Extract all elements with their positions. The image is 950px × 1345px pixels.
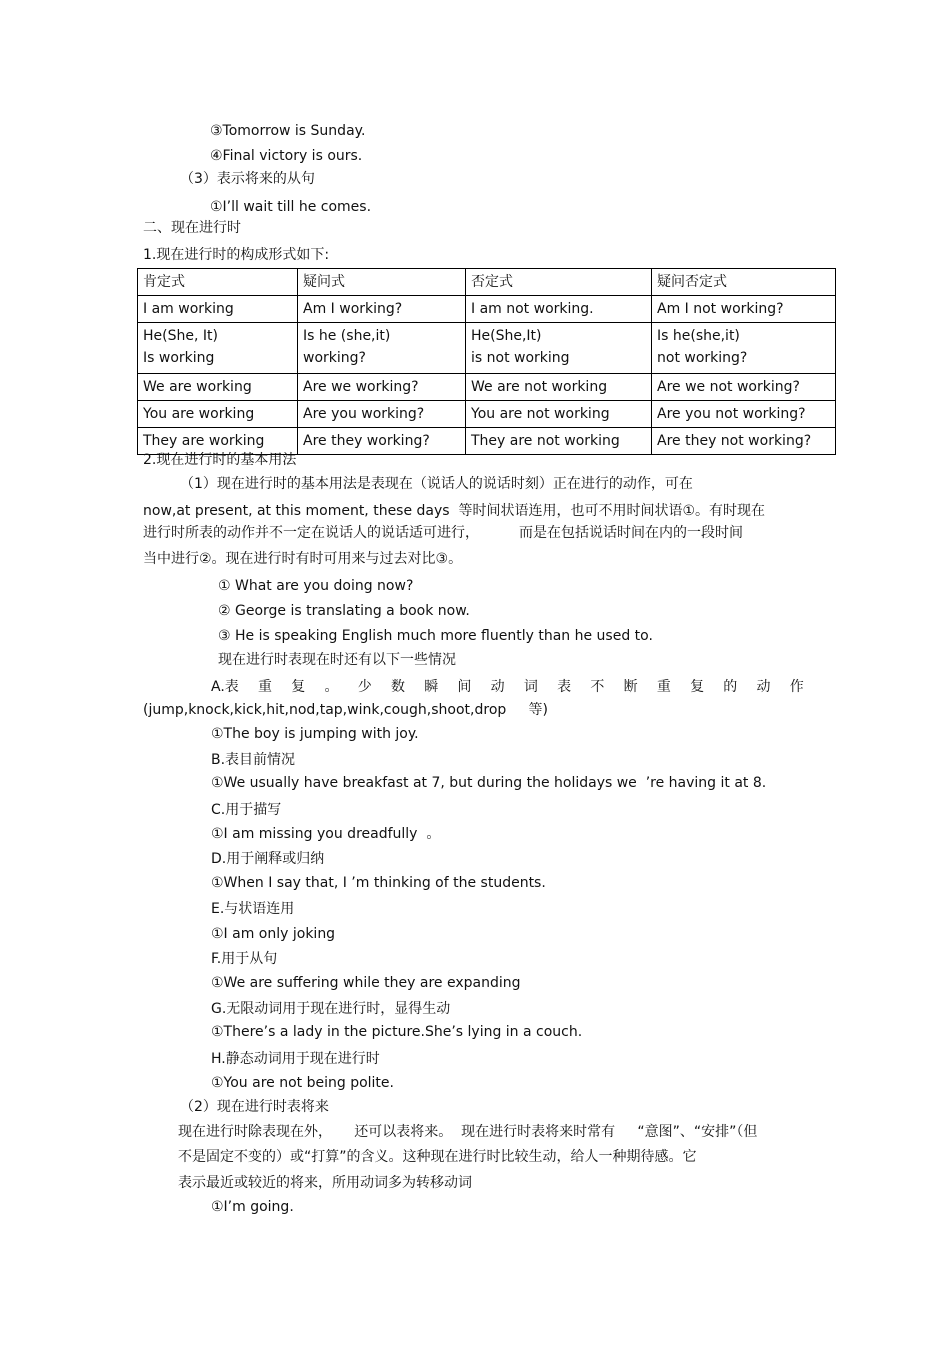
- case-a-char: 不: [590, 679, 605, 695]
- table-cell: Is he (she,it) working?: [298, 323, 466, 374]
- example: ① What are you doing now?: [218, 578, 414, 594]
- example: ③ He is speaking English much more fluently than he used to.: [218, 628, 653, 644]
- example: ①There’s a lady in the picture.She’s lying in a couch.: [211, 1024, 583, 1040]
- table-header-cell: 肯定式: [138, 269, 298, 296]
- case-a-char: 复: [690, 679, 705, 695]
- subheading: （3）表示将来的从句: [180, 171, 315, 187]
- case-a-char: 数: [390, 679, 405, 695]
- section-title: 二、现在进行时: [143, 220, 241, 236]
- case-a-heading: [211, 678, 804, 696]
- case-a-char: 词: [523, 679, 538, 695]
- case-heading: C.用于描写: [211, 802, 282, 818]
- case-a-char: 动: [756, 679, 771, 695]
- list-item: ①I’ll wait till he comes.: [210, 199, 372, 215]
- table-cell: Are you not working?: [652, 401, 836, 428]
- table-cell: Are we not working?: [652, 374, 836, 401]
- subheading: （2）现在进行时表将来: [180, 1099, 329, 1115]
- table-cell: You are working: [138, 401, 298, 428]
- case-a-char: 表: [557, 679, 572, 695]
- table-cell: He(She, It) Is working: [138, 323, 298, 374]
- example: ①We usually have breakfast at 7, but during the holidays we ’re having it at 8.: [211, 775, 767, 791]
- table-cell: Are they not working?: [652, 428, 836, 455]
- case-a-char: 断: [623, 679, 638, 695]
- paragraph-line: (jump,knock,kick,hit,nod,tap,wink,cough,shoot,drop 等): [143, 702, 548, 718]
- case-a-char: 重: [258, 679, 273, 695]
- example: ①When I say that, I ’m thinking of the students.: [211, 875, 546, 891]
- case-a-char: 少: [357, 679, 372, 695]
- table-cell: I am working: [138, 296, 298, 323]
- case-heading: G.无限动词用于现在进行时，显得生动: [211, 1001, 451, 1017]
- table-row: [138, 323, 836, 374]
- example: ①The boy is jumping with joy.: [211, 726, 419, 742]
- table-row: [138, 296, 836, 323]
- subheading: 现在进行时表现在时还有以下一些情况: [218, 652, 456, 668]
- table-cell: We are working: [138, 374, 298, 401]
- case-heading: B.表目前情况: [211, 752, 296, 768]
- paragraph-line: （1）现在进行时的基本用法是表现在（说话人的说话时刻）正在进行的动作，可在: [180, 476, 693, 492]
- case-a-char: 动: [490, 679, 505, 695]
- example: ①You are not being polite.: [211, 1075, 394, 1091]
- case-a-char: 瞬: [424, 679, 439, 695]
- paragraph-line: 表示最近或较近的将来，所用动词多为转移动词: [178, 1175, 472, 1191]
- paragraph-line: 现在进行时除表现在外， 还可以表将来。 现在进行时表将来时常有 “意图”、“安排”（但: [178, 1124, 758, 1140]
- case-a-char: 重: [656, 679, 671, 695]
- table-cell: They are not working: [466, 428, 652, 455]
- paragraph-line: 当中进行②。现在进行时有时可用来与过去对比③。: [143, 551, 463, 567]
- table-cell: Am I not working?: [652, 296, 836, 323]
- table-header-cell: 疑问否定式: [652, 269, 836, 296]
- table-cell: We are not working: [466, 374, 652, 401]
- table-cell: Are we working?: [298, 374, 466, 401]
- table-row: [138, 374, 836, 401]
- case-a-char: A.表: [211, 679, 239, 695]
- case-a-char: 的: [723, 679, 738, 695]
- table-cell: Am I working?: [298, 296, 466, 323]
- conjugation-table: [137, 268, 836, 455]
- table-cell: He(She,It) is not working: [466, 323, 652, 374]
- list-item: ③Tomorrow is Sunday.: [210, 123, 366, 139]
- example: ①I am missing you dreadfully 。: [211, 826, 441, 842]
- subheading: 1.现在进行时的构成形式如下:: [143, 247, 330, 263]
- table-cell: Are you working?: [298, 401, 466, 428]
- example: ② George is translating a book now.: [218, 603, 470, 619]
- case-heading: F.用于从句: [211, 951, 278, 967]
- paragraph-line: 不是固定不变的）或“打算”的含义。这种现在进行时比较生动，给人一种期待感。它: [178, 1149, 697, 1165]
- table-header-cell: 否定式: [466, 269, 652, 296]
- case-heading: D.用于阐释或归纳: [211, 851, 325, 867]
- table-header-cell: 疑问式: [298, 269, 466, 296]
- case-a-char: 间: [457, 679, 472, 695]
- paragraph-line: now,at present, at this moment, these days 等时间状语连用，也可不用时间状语①。有时现在: [143, 503, 766, 519]
- case-a-char: 。: [324, 679, 339, 695]
- case-a-char: 作: [789, 679, 804, 695]
- example: ①I am only joking: [211, 926, 336, 942]
- table-cell: I am not working.: [466, 296, 652, 323]
- case-a-char: 复: [291, 679, 306, 695]
- example: ①I’m going.: [211, 1199, 294, 1215]
- subheading: 2.现在进行时的基本用法: [143, 452, 297, 468]
- example: ①We are suffering while they are expanding: [211, 975, 521, 991]
- table-cell: Are they working?: [298, 428, 466, 455]
- table-cell: You are not working: [466, 401, 652, 428]
- case-heading: H.静态动词用于现在进行时: [211, 1051, 380, 1067]
- list-item: ④Final victory is ours.: [210, 148, 363, 164]
- table-header-row: [138, 269, 836, 296]
- table-row: [138, 401, 836, 428]
- case-heading: E.与状语连用: [211, 901, 295, 917]
- table-cell: Is he(she,it) not working?: [652, 323, 836, 374]
- table-cell: They are working: [138, 428, 298, 455]
- paragraph-line: 进行时所表的动作并不一定在说话人的说话适可进行， 而是在包括说话时间在内的一段时间: [143, 525, 744, 541]
